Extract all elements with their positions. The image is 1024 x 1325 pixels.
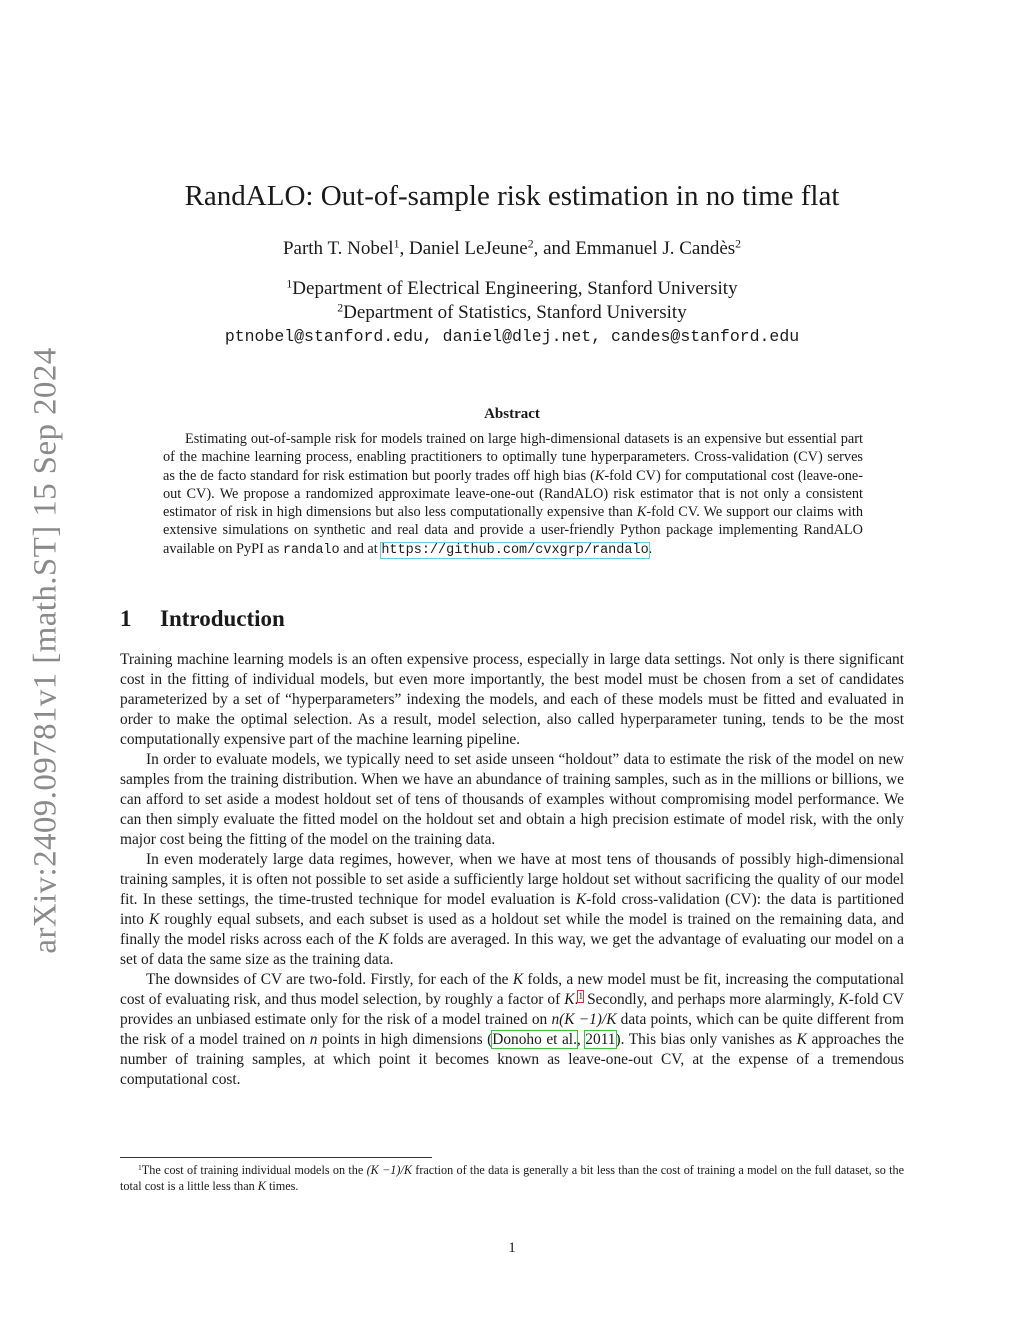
citation-link-author[interactable]: Donoho et al. (492, 1031, 577, 1048)
abstract-heading: Abstract (484, 406, 540, 422)
author-affil-mark: 1 (393, 237, 400, 251)
paragraph: Training machine learning models is an often expensive process, especially in large data settings. Not only is there significant cost in the fitting of individual models, but even more importantly, the best model must be chosen from a set of candidates parameterized by a set of “hyperparameters” indexing the models, and each of these models must be fitted and evaluated in order to make the optimal selection. As a result, model selection, also called hyperparameter tuning, tends to be the most computationally expensive part of the machine learning pipeline. (120, 651, 904, 748)
footnote-1: $^1$The cost of training individual models on the (K −1)/K fraction of the data is generally a bit less than the cost of training a model on the full dataset, so the total cost is a little less than K times. (120, 1162, 904, 1193)
abstract-body: Estimating out-of-sample risk for models trained on large high-dimensional datasets is an expensive but essential part of the machine learning process, enabling practitioners to optimally tune hyperparameters. Cross-validation (CV) serves as the de facto standard for risk estimation but poorly trades off high bias (K-fold CV) for computational cost (leave-one-out CV). We propose a randomized approximate leave-one-out (RandALO) risk estimator that is not only a consistent estimator of risk in high dimensions but also less computationally expensive than K-fold CV. We support our claims with extensive simulations on synthetic and real data and provide a user-friendly Python package implementing RandALO available on PyPI as randalo and at https://github.com/cvxgrp/randalo. (163, 431, 863, 558)
paper-title: RandALO: Out-of-sample risk estimation in no time flat (184, 180, 840, 212)
author-name: Parth T. Nobel (282, 238, 394, 259)
author-list (120, 236, 904, 262)
affiliation-mark: 2 (337, 301, 344, 315)
affiliation-text: Department of Electrical Engineering, Stanford University (292, 278, 738, 299)
footnote-mark: 1 (138, 1162, 142, 1172)
affiliation-2 (120, 301, 904, 325)
package-name: randalo (282, 542, 340, 558)
footnote-rule (120, 1157, 432, 1158)
author-name: Emmanuel J. Candès (575, 238, 736, 259)
section-heading-introduction (120, 604, 285, 634)
section-number: 1 (120, 606, 132, 631)
author-emails: ptnobel@stanford.edu, daniel@dlej.net, candes@stanford.edu (224, 327, 800, 346)
author-separator: , and (533, 238, 576, 259)
author-affil-mark: 2 (527, 237, 534, 251)
paragraph: The downsides of CV are two-fold. Firstly, for each of the K folds, a new model must be fit, increasing the computational cost of evaluating risk, and thus model selection, by roughly a factor of K.$^1$ Secondly, and perhaps more alarmingly, K-fold CV provides an unbiased estimate only for the risk of a model trained on n(K −1)/K data points, which can be quite different from the risk of a model trained on n points in high dimensions (Donoho et al., 2011). This bias only vanishes as K approaches the number of training samples, at which point it becomes known as leave-one-out CV, at the expense of a tremendous computational cost. (120, 971, 904, 1088)
affiliation-text: Department of Statistics, Stanford University (343, 302, 687, 323)
author-affil-mark: 2 (735, 237, 742, 251)
affiliation-mark: 1 (286, 277, 293, 291)
author-separator: , (399, 238, 409, 259)
page-number: 1 (508, 1240, 516, 1256)
introduction-body (120, 650, 904, 1090)
math-expression: n(K −1)/K (551, 1011, 617, 1028)
affiliation-1 (120, 277, 904, 301)
author-name: Daniel LeJeune (408, 238, 528, 259)
citation-link-year[interactable]: 2011 (585, 1031, 616, 1048)
paragraph: In order to evaluate models, we typically need to set aside unseen “holdout” data to estimate the risk of the model on new samples from the training distribution. When we have an abundance of training samples, such as in the millions or billions, we can afford to set aside a modest holdout set of tens of thousands of examples without compromising model performance. We can then simply evaluate the fitted model on the holdout set and obtain a high precision estimate of model risk, with the only major cost being the fitting of the model on the training data. (120, 751, 904, 848)
arxiv-stamp (19, 340, 73, 960)
arxiv-stamp-text: arXiv:2409.09781v1 [math.ST] 15 Sep 2024 (27, 346, 64, 954)
section-title: Introduction (160, 606, 285, 631)
footnote-link[interactable]: 1 (578, 990, 584, 1002)
paragraph: In even moderately large data regimes, however, when we have at most tens of thousands of possibly high-dimensional training samples, it is often not possible to set aside a sufficiently large holdout set without sacrificing the quality of our model fit. In these settings, the time-trusted technique for model evaluation is K-fold cross-validation (CV): the data is partitioned into K roughly equal subsets, and each subset is used as a holdout set while the model is trained on the remaining data, and finally the model risks across each of the K folds are averaged. In this way, we get the advantage of evaluating our model on a set of data the same size as the training data. (120, 851, 905, 968)
github-link[interactable]: https://github.com/cvxgrp/randalo (381, 542, 649, 558)
